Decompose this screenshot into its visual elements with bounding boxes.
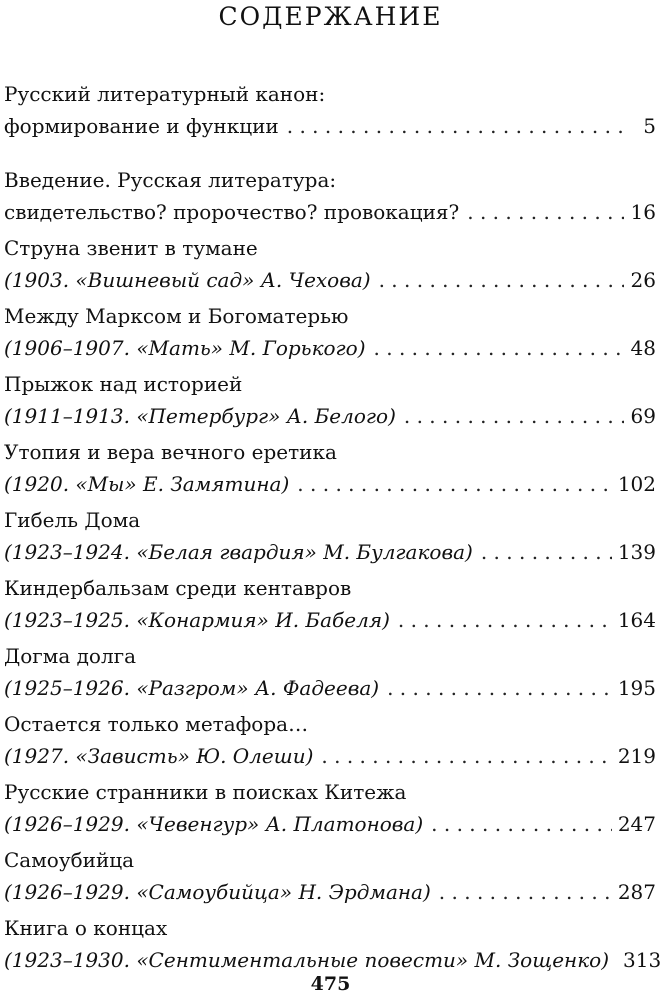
toc-entry-subtitle: свидетельство? пророчество? провокация? [4,200,460,224]
toc-entry-title: Гибель Дома [4,508,141,532]
toc-entry[interactable] [4,640,656,704]
toc-entry-title: Прыжок над историей [4,372,243,396]
table-of-contents [4,78,661,976]
dot-leader [431,808,612,840]
toc-entry-title: Остается только метафора… [4,712,309,736]
toc-page-number: 139 [617,540,656,564]
toc-entry-title: Догма долга [4,644,137,668]
dot-leader [287,110,624,142]
toc-entry[interactable] [4,844,656,908]
toc-entry-title: Между Марксом и Богоматерью [4,304,349,328]
toc-entry[interactable] [4,504,656,568]
dot-leader [297,468,612,500]
toc-entry-subtitle: (1925–1926. «Разгром» А. Фадеева) [4,676,380,700]
toc-entry[interactable] [4,232,656,296]
toc-entry-subtitle: (1926–1929. «Самоубийца» Н. Эрдмана) [4,880,431,904]
dot-leader [467,196,624,228]
toc-page-number: 48 [630,336,656,360]
dot-leader [374,332,624,364]
toc-page-number: 219 [617,744,656,768]
toc-entry-subtitle: формирование и функции [4,114,279,138]
toc-entry-title: Киндербальзам среди кентавров [4,576,352,600]
dot-leader [439,876,612,908]
toc-entry-subtitle: (1906–1907. «Мать» М. Горького) [4,336,366,360]
toc-entry[interactable] [4,300,656,364]
dot-leader [387,672,612,704]
dot-leader [379,264,624,296]
toc-entry[interactable] [4,776,656,840]
toc-entry[interactable] [4,436,656,500]
toc-page-number: 102 [617,472,656,496]
toc-entry-subtitle: (1923–1930. «Сентиментальные повести» М. Зощенко) [4,948,610,972]
toc-page-number: 313 [623,948,661,972]
dot-leader [321,740,611,772]
toc-page-number: 195 [617,676,656,700]
toc-page-number: 69 [630,404,656,428]
toc-page-number: 26 [630,268,656,292]
toc-entry-subtitle: (1903. «Вишневый сад» А. Чехова) [4,268,371,292]
toc-entry-subtitle: (1911–1913. «Петербург» А. Белого) [4,404,396,428]
toc-entry-subtitle: (1920. «Мы» Е. Замятина) [4,472,290,496]
toc-entry-title: Русский литературный канон: [4,82,326,106]
toc-page-number: 5 [643,114,656,138]
toc-page-number: 287 [617,880,656,904]
toc-entry[interactable] [4,572,656,636]
toc-entry-title: Струна звенит в тумане [4,236,258,260]
toc-entry[interactable] [4,912,661,976]
toc-entry-title: Русские странники в поисках Китежа [4,780,407,804]
toc-entry-title: Самоубийца [4,848,135,872]
toc-entry-subtitle: (1923–1925. «Конармия» И. Бабеля) [4,608,390,632]
dot-leader [481,536,612,568]
toc-page-number: 16 [630,200,656,224]
toc-page-number: 164 [617,608,656,632]
toc-entry[interactable] [4,164,656,228]
toc-entry-subtitle: (1926–1929. «Чевенгур» А. Платонова) [4,812,424,836]
page-title: СОДЕРЖАНИЕ [218,2,443,31]
toc-entry-title: Книга о концах [4,916,168,940]
toc-entry[interactable] [4,368,656,432]
toc-page-number: 247 [617,812,656,836]
dot-leader [398,604,612,636]
dot-leader [404,400,624,432]
toc-entry-subtitle: (1923–1924. «Белая гвардия» М. Булгакова) [4,540,473,564]
toc-entry[interactable] [4,78,656,142]
toc-entry-title: Введение. Русская литература: [4,168,337,192]
toc-entry-title: Утопия и вера вечного еретика [4,440,337,464]
toc-entry-subtitle: (1927. «Зависть» Ю. Олеши) [4,744,314,768]
toc-entry[interactable] [4,708,656,772]
page-folio-number: 475 [310,973,351,995]
